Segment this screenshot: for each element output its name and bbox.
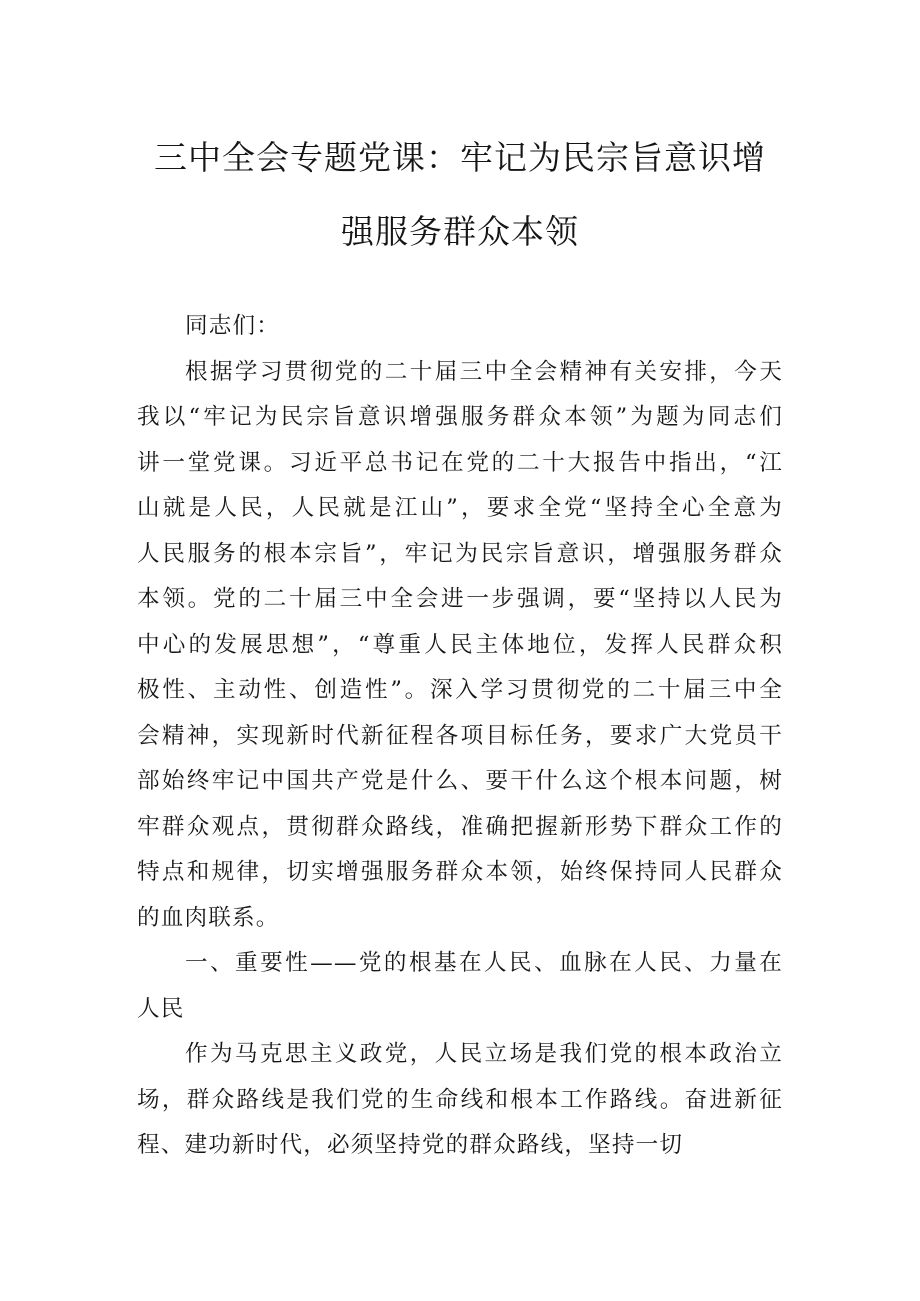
paragraph-line: 部始终牢记中国共产党是什么、要干什么这个根本问题，树 <box>137 768 783 794</box>
paragraph-line: 讲一堂党课。习近平总书记在党的二十大报告中指出，“江 <box>137 449 783 476</box>
paragraph-line: 的血肉联系。 <box>137 904 280 931</box>
paragraph-line: 牢群众观点，贯彻群众路线，准确把握新形势下群众工作的 <box>137 813 783 840</box>
section-heading-line: 一、重要性——党的根基在人民、血脉在人民、力量在 <box>185 950 783 976</box>
salutation: 同志们： <box>185 313 280 339</box>
paragraph-line: 极性、主动性、创造性”。深入学习贯彻党的二十届三中全 <box>137 677 783 703</box>
paragraph-line: 我以“牢记为民宗旨意识增强服务群众本领”为题为同志们 <box>137 404 783 430</box>
paragraph-line: 本领。党的二十届三中全会进一步强调，要“坚持以人民为 <box>137 586 783 612</box>
section-paragraph-line: 程、建功新时代，必须坚持党的群众路线，坚持一切 <box>137 1132 684 1158</box>
document-body <box>137 304 783 1169</box>
section-heading-line: 人民 <box>137 995 185 1022</box>
paragraph-line: 中心的发展思想”，“尊重人民主体地位，发挥人民群众积 <box>137 631 783 658</box>
paragraph-line: 人民服务的根本宗旨”，牢记为民宗旨意识，增强服务群众 <box>137 540 783 567</box>
paragraph-line: 根据学习贯彻党的二十届三中全会精神有关安排，今天 <box>185 358 783 385</box>
paragraph-line: 会精神，实现新时代新征程各项目标任务，要求广大党员干 <box>137 722 783 749</box>
paragraph-line: 山就是人民，人民就是江山”，要求全党“坚持全心全意为 <box>137 495 783 521</box>
section-paragraph-line: 作为马克思主义政党，人民立场是我们党的根本政治立 <box>185 1041 783 1067</box>
section-paragraph-line: 场，群众路线是我们党的生命线和根本工作路线。奋进新征 <box>137 1086 783 1113</box>
document-title-line-2: 强服务群众本领 <box>341 212 579 251</box>
paragraph-line: 特点和规律，切实增强服务群众本领，始终保持同人民群众 <box>137 859 783 885</box>
document-title-line-1: 三中全会专题党课：牢记为民宗旨意识增 <box>154 138 766 177</box>
